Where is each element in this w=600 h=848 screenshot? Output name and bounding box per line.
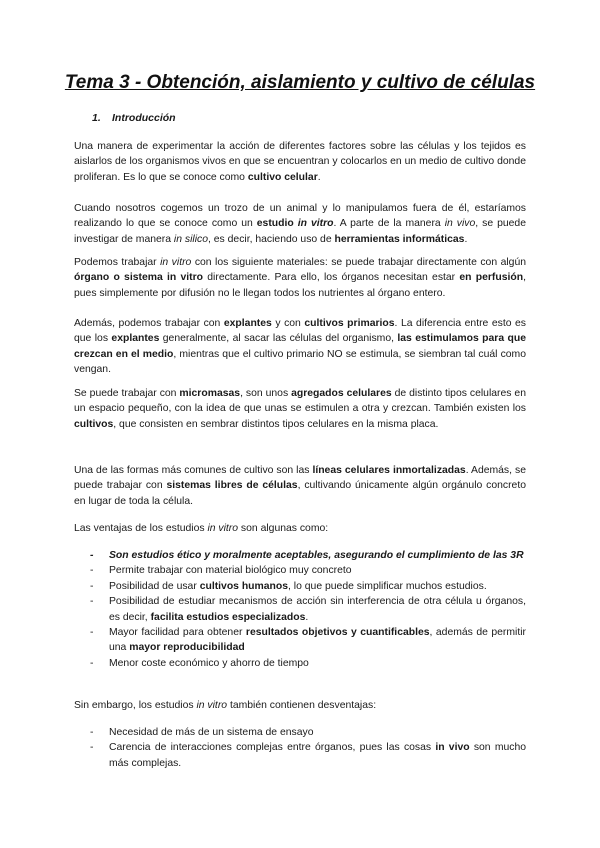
list-item: - Mayor facilidad para obtener resultados objetivos y cuantificables, además de permitir una mayor reproducibilidad — [74, 625, 526, 656]
list-item: - Posibilidad de usar cultivos humanos, lo que puede simplificar muchos estudios. — [74, 579, 526, 594]
paragraph-cultivo-celular: Una manera de experimentar la acción de diferentes factores sobre las células y los tejidos es aislarlos de los organismos vivos en que se encuentran y colocarlos en un medio de cultivo donde proliferan. Es lo que se conoce como cultivo celular. — [74, 141, 526, 183]
paragraph-micromasas: Se puede trabajar con micromasas, son unos agregados celulares de distinto tipos celulares en un espacio pequeño, con la idea de que unas se estimulen a otra y crezcan. También existen los cultivos, que consisten en sembrar distintos tipos celulares en la misma placa. — [74, 388, 526, 430]
list-item: - Son estudios ético y moralmente aceptables, asegurando el cumplimiento de las 3R — [74, 548, 526, 563]
advantages-list — [74, 548, 526, 671]
list-item: - Necesidad de más de un sistema de ensayo — [74, 725, 526, 740]
list-item: - Posibilidad de estudiar mecanismos de acción sin interferencia de otra célula u órganos, es decir, facilita estudios especializados. — [74, 594, 526, 625]
paragraph-in-vitro: Cuando nosotros cogemos un trozo de un animal y lo manipulamos fuera de él, estaríamos realizando lo que se conoce como un estudio in vitro. A parte de la manera in vivo, se puede investigar de manera in silico, es decir, haciendo uso de herramientas informáticas. — [74, 203, 526, 245]
list-item: - Carencia de interacciones complejas entre órganos, pues las cosas in vivo son mucho más complejas. — [74, 740, 526, 771]
disadvantages-list — [74, 725, 526, 771]
paragraph-desventajas-intro: Sin embargo, los estudios in vitro también contienen desventajas: — [74, 700, 377, 711]
section-heading — [92, 112, 176, 124]
section-label: Introducción — [112, 112, 176, 124]
paragraph-ventajas-intro: Las ventajas de los estudios in vitro son algunas como: — [74, 523, 329, 534]
section-number: 1. — [92, 112, 101, 124]
list-item: - Permite trabajar con material biológico muy concreto — [74, 563, 526, 578]
paragraph-explantes: Además, podemos trabajar con explantes y con cultivos primarios. La diferencia entre esto es que los explantes generalmente, al sacar las células del organismo, las estimulamos para que crezcan en el medio, mientras que el cultivo primario NO se estimula, se siembran tal cuál como vengan. — [74, 318, 526, 376]
paragraph-lineas-celulares: Una de las formas más comunes de cultivo son las líneas celulares inmortalizadas. Además, se puede trabajar con sistemas libres de células, cultivando únicamente algún orgánulo concreto en lugar de toda la célula. — [74, 465, 526, 507]
list-item: - Menor coste económico y ahorro de tiempo — [74, 656, 526, 671]
paragraph-materiales: Podemos trabajar in vitro con los siguiente materiales: se puede trabajar directamente con algún órgano o sistema in vitro directamente. Para ello, los órganos necesitan estar en perfusión, pues simplemente por difusión no le llegan todos los nutrientes al órgano entero. — [74, 257, 527, 299]
document-title: Tema 3 - Obtención, aislamiento y cultivo de células — [64, 72, 536, 93]
